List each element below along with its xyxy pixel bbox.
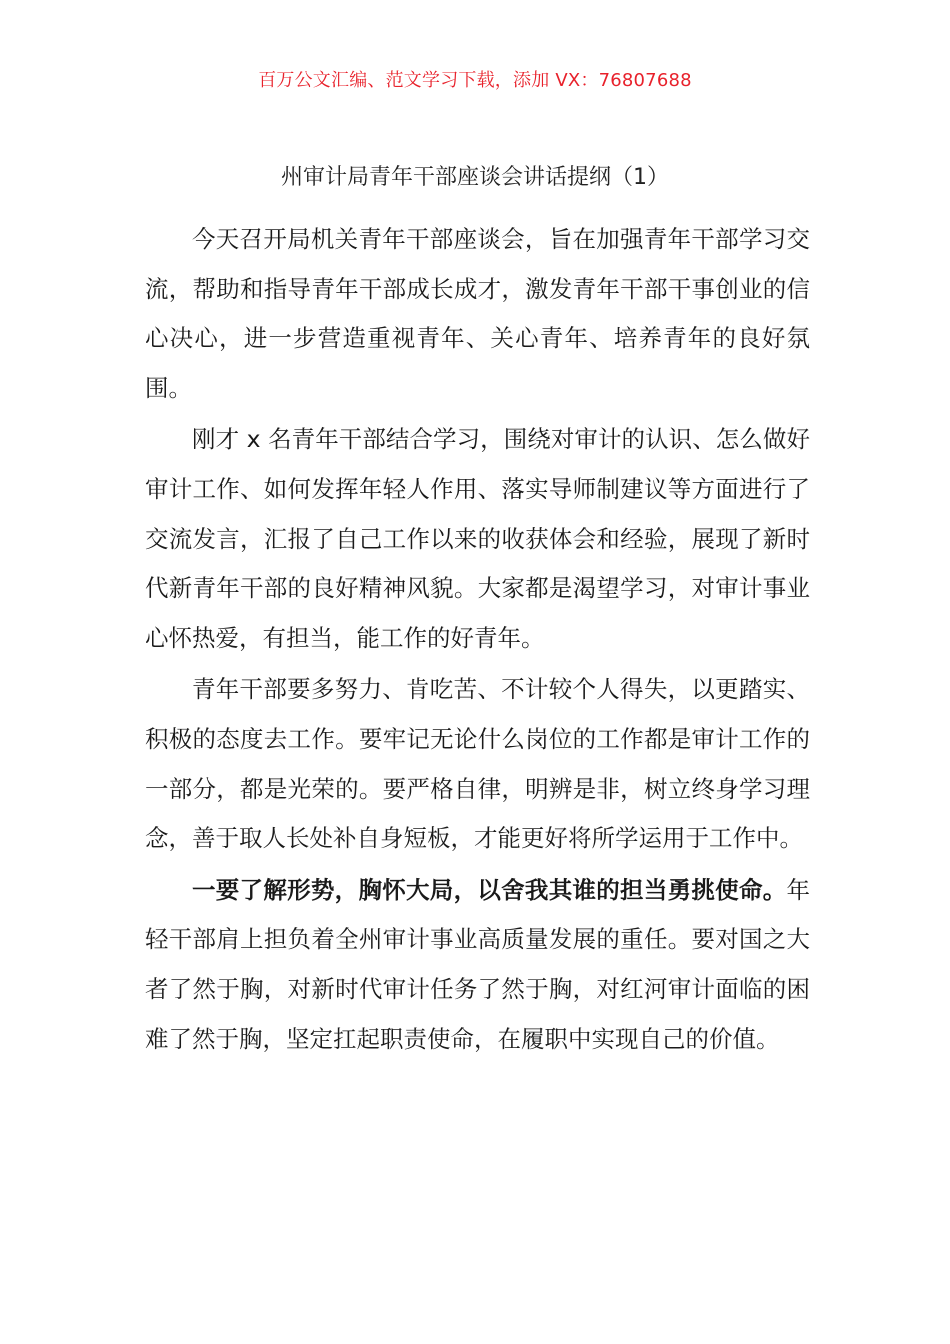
- header-banner: 百万公文汇编、范文学习下载，添加 VX：76807688: [258, 70, 692, 91]
- paragraph: 刚才 x 名青年干部结合学习，围绕对审计的认识、怎么做好审计工作、如何发挥年轻人作用、落实导师制建议等方面进行了交流发言，汇报了自己工作以来的收获体会和经验，展现了新时代新青年干部的良好精神风貌。大家都是渴望学习，对审计事业心怀热爱，有担当，能工作的好青年。: [145, 425, 810, 652]
- paragraph-text: 年轻干部肩上担负着全州审计事业高质量发展的重任。要对国之大者了然于胸，对新时代审计任务了然于胸，对红河审计面临的困难了然于胸，坚定扛起职责使命，在履职中实现自己的价值。: [145, 875, 810, 1053]
- document-title: 州审计局青年干部座谈会讲话提纲（1）: [281, 165, 669, 190]
- paragraph-lead-heading: 一要了解形势，胸怀大局，以舍我其谁的担当勇挑使命。: [192, 875, 787, 904]
- paragraph: [145, 866, 810, 1064]
- paragraph: 今天召开局机关青年干部座谈会，旨在加强青年干部学习交流，帮助和指导青年干部成长成才，激发青年干部干事创业的信心决心，进一步营造重视青年、关心青年、培养青年的良好氛围。: [145, 225, 810, 402]
- paragraph: 青年干部要多努力、肯吃苦、不计较个人得失，以更踏实、积极的态度去工作。要牢记无论什么岗位的工作都是审计工作的一部分，都是光荣的。要严格自律，明辨是非，树立终身学习理念，善于取人长处补自身短板，才能更好将所学运用于工作中。: [145, 675, 810, 853]
- document-body: [145, 215, 810, 1064]
